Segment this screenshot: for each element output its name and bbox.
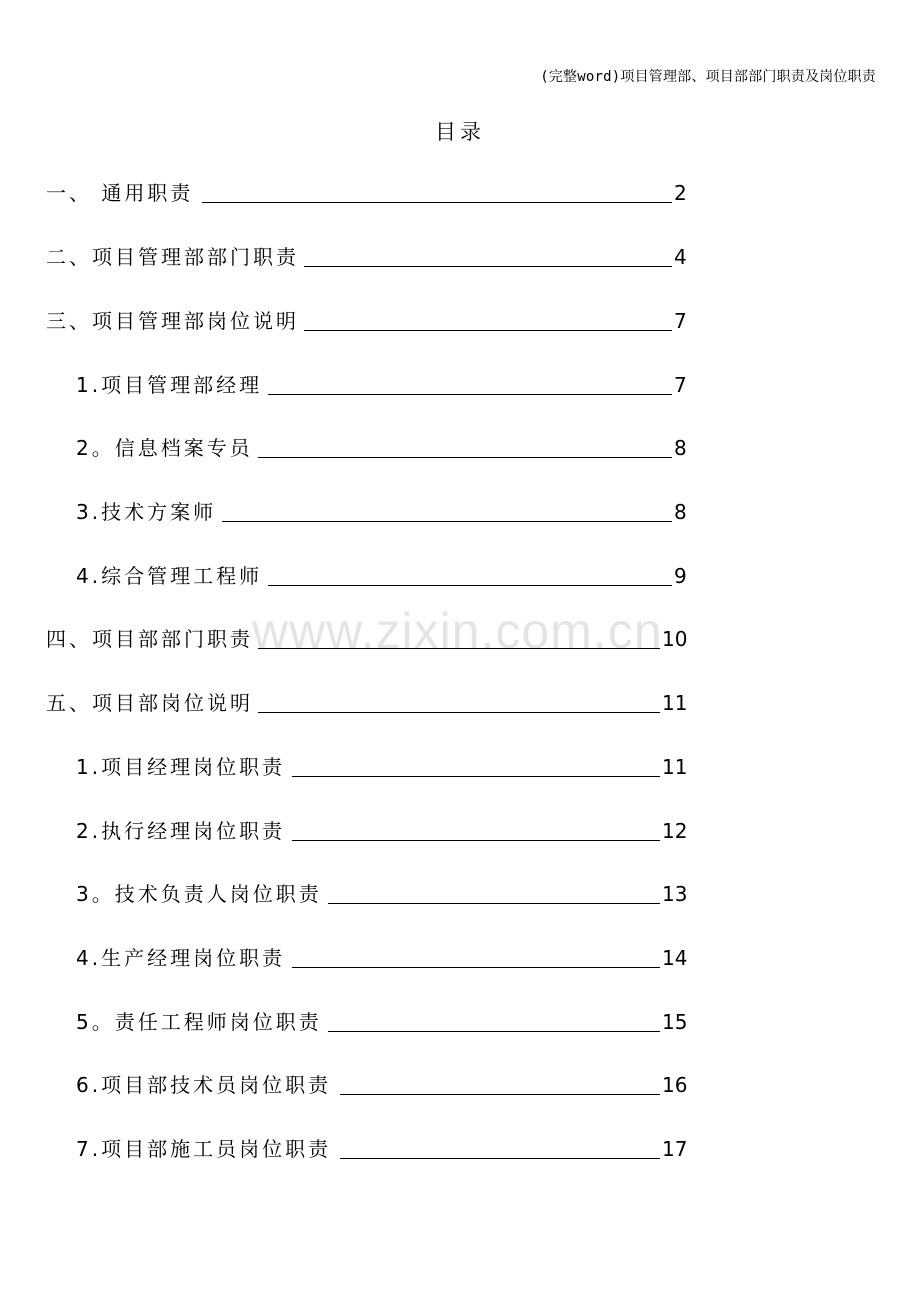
- toc-page-number: 10: [662, 627, 688, 651]
- toc-entry-tech-lead[interactable]: [0, 879, 920, 913]
- toc-entry-label: 1.项目经理岗位职责: [76, 755, 286, 779]
- toc-entry-production-manager[interactable]: [0, 943, 920, 977]
- toc-page-number: 8: [674, 436, 687, 460]
- toc-page-number: 17: [662, 1137, 688, 1161]
- toc-page-number: 4: [674, 245, 687, 269]
- toc-page-number: 2: [674, 181, 687, 205]
- toc-page-number: 16: [662, 1073, 688, 1097]
- toc-entry-label: 5。责任工程师岗位职责: [76, 1010, 322, 1034]
- toc-page-number: 15: [662, 1010, 688, 1034]
- toc-leader-line: [202, 202, 672, 203]
- toc-entry-archive-specialist[interactable]: [0, 433, 920, 467]
- toc-leader-line: [222, 521, 672, 522]
- toc-entry-responsible-engineer[interactable]: [0, 1007, 920, 1041]
- toc-entry-label: 7.项目部施工员岗位职责: [76, 1137, 332, 1161]
- toc-page-number: 7: [674, 309, 687, 333]
- toc-leader-line: [304, 266, 672, 267]
- toc-entry-dept-manager[interactable]: [0, 370, 920, 404]
- toc-entry-label: 4.生产经理岗位职责: [76, 946, 286, 970]
- toc-leader-line: [258, 712, 660, 713]
- toc-leader-line: [292, 840, 660, 841]
- toc-leader-line: [292, 776, 660, 777]
- toc-entry-label: 2。信息档案专员: [76, 436, 253, 460]
- toc-entry-executive-manager[interactable]: [0, 816, 920, 850]
- document-header: (完整word)项目管理部、项目部部门职责及岗位职责: [540, 69, 876, 85]
- toc-leader-line: [258, 648, 660, 649]
- toc-entry-label: 2.执行经理岗位职责: [76, 819, 286, 843]
- toc-leader-line: [340, 1158, 660, 1159]
- toc-leader-line: [304, 330, 672, 331]
- toc-entry-dept-duties[interactable]: [0, 242, 920, 276]
- toc-entry-project-dept-duties[interactable]: [0, 624, 920, 658]
- toc-entry-label: 四、项目部部门职责: [46, 627, 253, 651]
- toc-entry-technician[interactable]: [0, 1070, 920, 1104]
- toc-leader-line: [258, 457, 672, 458]
- toc-entry-label: 三、项目管理部岗位说明: [46, 309, 299, 333]
- toc-entry-general-duties[interactable]: [0, 178, 920, 212]
- toc-entry-position-desc[interactable]: [0, 306, 920, 340]
- toc-page-number: 11: [662, 755, 688, 779]
- toc-title: 目录: [435, 120, 485, 144]
- toc-page-number: 11: [662, 691, 688, 715]
- toc-page-number: 14: [662, 946, 688, 970]
- toc-page-number: 12: [662, 819, 688, 843]
- toc-leader-line: [328, 903, 660, 904]
- toc-entry-project-positions[interactable]: [0, 688, 920, 722]
- toc-page-number: 8: [674, 500, 687, 524]
- toc-leader-line: [340, 1094, 660, 1095]
- toc-entry-label: 二、项目管理部部门职责: [46, 245, 299, 269]
- toc-entry-label: 五、项目部岗位说明: [46, 691, 253, 715]
- toc-entry-tech-planner[interactable]: [0, 497, 920, 531]
- toc-page-number: 13: [662, 882, 688, 906]
- toc-entry-label: 3.技术方案师: [76, 500, 217, 524]
- toc-entry-label: 3。技术负责人岗位职责: [76, 882, 322, 906]
- toc-entry-label: 6.项目部技术员岗位职责: [76, 1073, 332, 1097]
- toc-leader-line: [328, 1031, 660, 1032]
- toc-leader-line: [268, 585, 672, 586]
- toc-entry-label: 1.项目管理部经理: [76, 373, 263, 397]
- toc-entry-label: 一、 通用职责: [46, 181, 194, 205]
- toc-entry-general-engineer[interactable]: [0, 561, 920, 595]
- toc-page-number: 9: [674, 564, 687, 588]
- watermark-text: www.zixin.com.cn: [252, 603, 663, 659]
- toc-entry-site-constructor[interactable]: [0, 1134, 920, 1168]
- toc-leader-line: [292, 967, 660, 968]
- toc-entry-label: 4.综合管理工程师: [76, 564, 263, 588]
- toc-entry-project-manager[interactable]: [0, 752, 920, 786]
- toc-page-number: 7: [674, 373, 687, 397]
- toc-leader-line: [268, 394, 672, 395]
